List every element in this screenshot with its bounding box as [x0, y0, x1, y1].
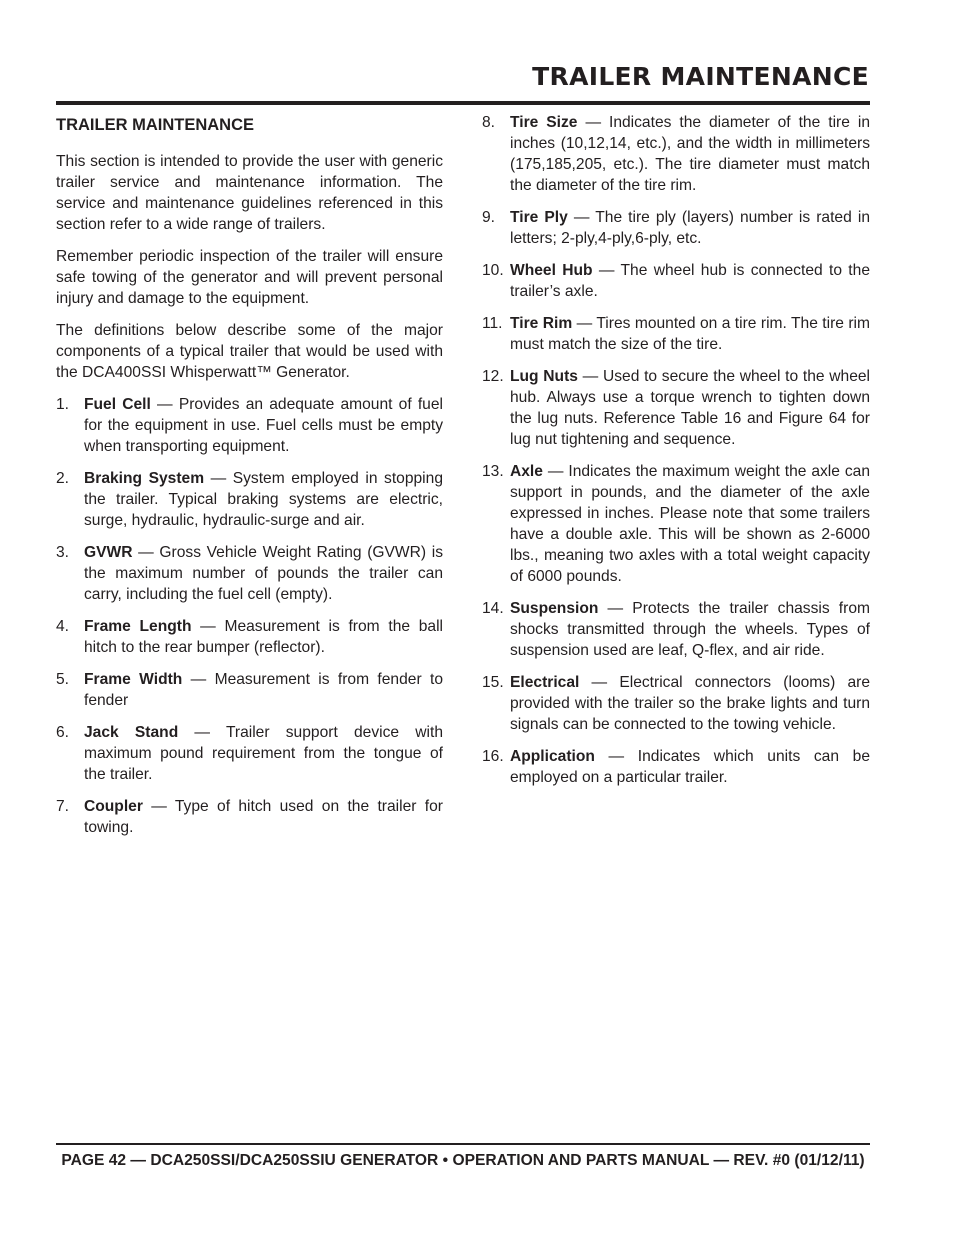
item-description: — Indicates the diameter of the tire in inches (10,12,14, etc.), and the width in millimeters (175,185,205, etc.). The tire diameter must match the diameter of the tire rim. — [510, 114, 870, 194]
right-column — [482, 112, 870, 799]
item-description: — Used to secure the wheel to the wheel hub. Always use a torque wrench to tighten down the lug nuts. Reference Table 16 and Figure 64 for lug nut tightening and sequence. — [510, 368, 871, 448]
item-term: Electrical — [510, 674, 580, 691]
item-number: 5. — [56, 671, 70, 688]
item-number: 2. — [56, 470, 70, 487]
item-number: 8. — [482, 114, 496, 131]
item-number: 12. — [482, 368, 504, 385]
item-number: 16. — [482, 748, 504, 765]
list-item-tire-ply — [482, 207, 870, 249]
list-item-application — [482, 746, 870, 788]
item-number: 15. — [482, 674, 504, 691]
item-number: 13. — [482, 463, 504, 480]
item-term: Tire Size — [510, 114, 578, 131]
item-term: Frame Width — [84, 671, 183, 688]
item-term: GVWR — [84, 544, 133, 561]
intro-paragraph-1: This section is intended to provide the user with generic trailer service and maintenance information. The service and maintenance guidelines referenced in this section refer to a wide range of trailers. — [56, 153, 443, 233]
item-description: — Trailer support device with maximum pound requirement from the tongue of the trailer. — [84, 724, 443, 783]
list-item-frame-length — [56, 616, 443, 658]
item-term: Suspension — [510, 600, 599, 617]
item-number: 9. — [482, 209, 496, 226]
item-description: — Electrical connectors (looms) are provided with the trailer so the brake lights and turn signals can be connected to the towing vehicle. — [510, 674, 870, 733]
item-term: Coupler — [84, 798, 143, 815]
list-item-wheel-hub — [482, 260, 870, 302]
item-term: Jack Stand — [84, 724, 179, 741]
item-description: — Indicates the maximum weight the axle can support in pounds, and the diameter of the axle expressed in inches. Please note that some trailers have a double axle. This will be shown as 2-6000 lbs., meaning two axles with a total weight capacity of 6000 pounds. — [510, 463, 870, 585]
list-item-lug-nuts — [482, 366, 870, 450]
item-term: Tire Rim — [510, 315, 573, 332]
item-description: — Measurement is from fender to fender — [84, 671, 443, 709]
item-term: Braking System — [84, 470, 205, 487]
item-number: 11. — [482, 315, 503, 332]
list-item-suspension — [482, 598, 870, 661]
item-term: Frame Length — [84, 618, 192, 635]
item-number: 3. — [56, 544, 70, 561]
header-rule — [56, 101, 870, 105]
left-column — [56, 112, 443, 849]
item-description: — Provides an adequate amount of fuel for the equipment in use. Fuel cells must be empty when transporting equipment. — [84, 396, 443, 455]
item-description: — Protects the trailer chassis from shocks transmitted through the wheels. Types of suspension used are leaf, Q-flex, and air ride. — [510, 600, 870, 659]
list-item-coupler — [56, 796, 443, 838]
item-description: — Tires mounted on a tire rim. The tire rim must match the size of the tire. — [510, 315, 871, 353]
footer-rule — [56, 1143, 870, 1145]
item-number: 10. — [482, 262, 504, 279]
list-item-tire-rim — [482, 313, 870, 355]
item-term: Lug Nuts — [510, 368, 578, 385]
list-item-electrical — [482, 672, 870, 735]
item-term: Axle — [510, 463, 543, 480]
item-number: 6. — [56, 724, 70, 741]
list-item-fuel-cell — [56, 394, 443, 457]
item-number: 7. — [56, 798, 70, 815]
item-description: — The wheel hub is connected to the trailer’s axle. — [510, 262, 870, 300]
item-description: — Type of hitch used on the trailer for towing. — [84, 798, 443, 836]
item-term: Application — [510, 748, 595, 765]
list-item-jack-stand — [56, 722, 443, 785]
intro-paragraph-2: Remember periodic inspection of the trailer will ensure safe towing of the generator and will prevent personal injury and damage to the equipment. — [56, 248, 443, 307]
list-item-braking-system — [56, 468, 443, 531]
item-term: Fuel Cell — [84, 396, 151, 413]
list-item-frame-width — [56, 669, 443, 711]
section-heading: TRAILER MAINTENANCE — [56, 116, 254, 134]
list-item-gvwr — [56, 542, 443, 605]
item-description: — System employed in stopping the trailer. Typical braking systems are electric, surge, hydraulic, hydraulic-surge and air. — [84, 470, 443, 529]
intro-paragraph-3: The definitions below describe some of the major components of a typical trailer that would be used with the DCA400SSI Whisperwatt™ Generator. — [56, 322, 443, 381]
item-term: Wheel Hub — [510, 262, 593, 279]
page-footer: PAGE 42 — DCA250SSI/DCA250SSIU GENERATOR • OPERATION AND PARTS MANUAL — REV. #0 (01/12/11) — [61, 1152, 865, 1169]
item-description: — Measurement is from the ball hitch to the rear bumper (reflector). — [84, 618, 444, 656]
list-item-tire-size — [482, 112, 870, 196]
item-number: 1. — [56, 396, 70, 413]
item-description: — The tire ply (layers) number is rated in letters; 2-ply,4-ply,6-ply, etc. — [510, 209, 870, 247]
item-term: Tire Ply — [510, 209, 568, 226]
item-description: — Gross Vehicle Weight Rating (GVWR) is the maximum number of pounds the trailer can carry, including the fuel cell (empty). — [84, 544, 443, 603]
item-number: 14. — [482, 600, 504, 617]
item-description: — Indicates which units can be employed on a particular trailer. — [510, 748, 870, 786]
page-title: TRAILER MAINTENANCE — [532, 62, 869, 91]
list-item-axle — [482, 461, 870, 587]
item-number: 4. — [56, 618, 70, 635]
